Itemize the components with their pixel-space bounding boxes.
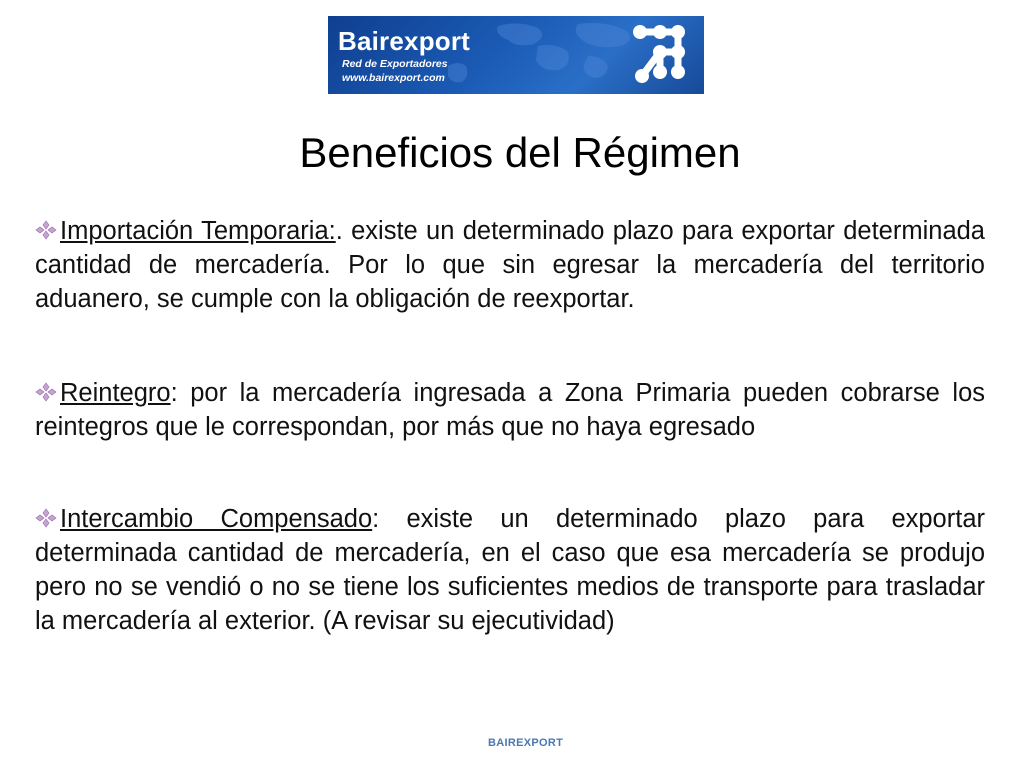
- benefit-term: Reintegro: [60, 379, 171, 407]
- network-nodes-icon: [626, 20, 696, 90]
- benefit-text: : existe un determinado plazo para exportar determinada cantidad de mercadería, en el caso que esa mercadería se produjo pero no se vendió o no se tiene los suficientes medios de transporte para trasladar la mercadería al exterior. (A revisar su ejecutividad): [35, 505, 985, 635]
- bairexport-logo: [328, 16, 704, 94]
- diamond-bullet-icon: [35, 382, 57, 402]
- logo-url: www.bairexport.com: [342, 72, 445, 84]
- footer-label: BAIREXPORT: [488, 737, 564, 749]
- benefit-item: [35, 502, 985, 638]
- diamond-bullet-icon: [35, 508, 57, 528]
- logo-title: Bairexport: [338, 26, 471, 56]
- benefit-term: Importación Temporaria:: [60, 217, 336, 245]
- benefit-text: . existe un determinado plazo para exportar determinada cantidad de mercadería. Por lo que sin egresar la mercadería del territorio aduanero, se cumple con la obligación de reexportar.: [35, 217, 985, 313]
- benefit-item: [35, 376, 985, 444]
- slide-title: Beneficios del Régimen: [299, 129, 741, 176]
- logo-tagline: Red de Exportadores: [342, 58, 448, 70]
- diamond-bullet-icon: [35, 220, 57, 240]
- benefit-text: : por la mercadería ingresada a Zona Primaria pueden cobrarse los reintegros que le correspondan, por más que no haya egresado: [35, 379, 985, 441]
- benefit-item: [35, 214, 985, 316]
- benefit-term: Intercambio Compensado: [60, 505, 373, 533]
